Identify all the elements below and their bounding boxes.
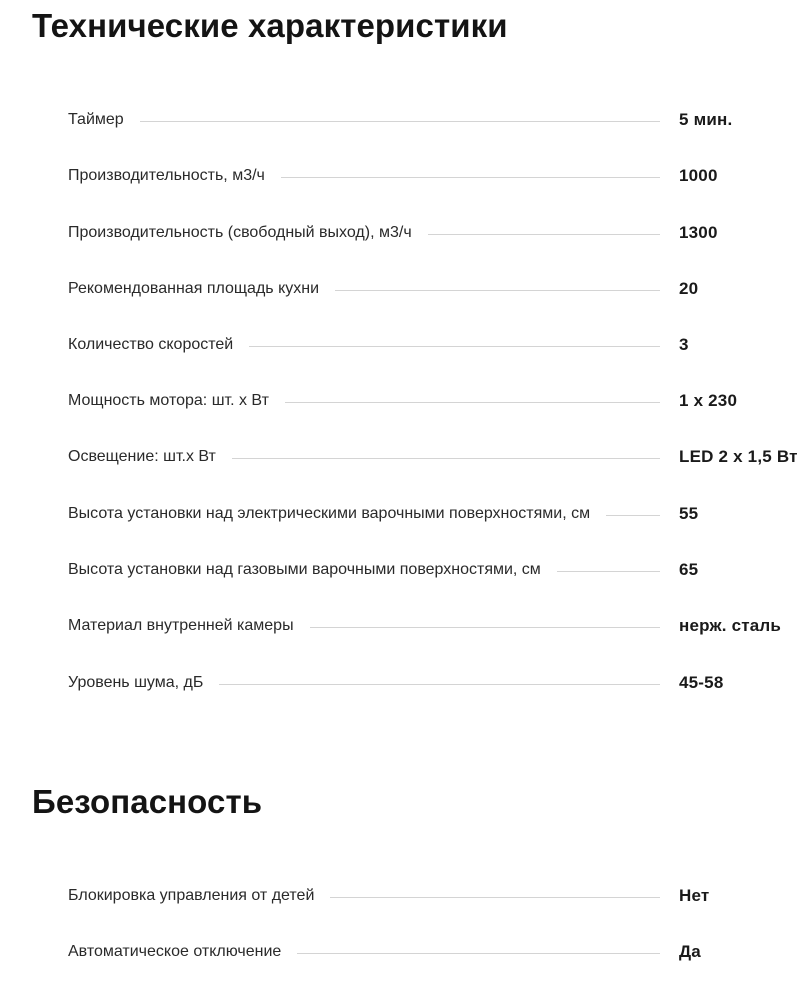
leader-line <box>557 571 660 572</box>
spec-row-height-electric <box>68 503 812 525</box>
leader-line <box>285 402 660 403</box>
leader-line <box>232 458 660 459</box>
section-title-safety: Безопасность <box>32 783 263 820</box>
spec-row-lighting <box>68 446 812 468</box>
spec-value: LED 2 х 1,5 Вт <box>679 447 798 466</box>
spec-label: Высота установки над газовыми варочными поверхностями, см <box>68 561 541 578</box>
spec-label: Уровень шума, дБ <box>68 674 204 691</box>
spec-row-height-gas <box>68 559 812 581</box>
leader-line <box>335 290 660 291</box>
spec-value: Да <box>679 942 701 961</box>
spec-value: 55 <box>679 504 699 523</box>
spec-value: 20 <box>679 279 699 298</box>
leader-line <box>297 953 660 954</box>
spec-label: Высота установки над электрическими варочными поверхностями, см <box>68 505 591 522</box>
spec-label: Автоматическое отключение <box>68 943 282 960</box>
spec-label: Рекомендованная площадь кухни <box>68 280 320 297</box>
spec-row-auto-shutoff <box>68 941 812 963</box>
leader-line <box>606 515 660 516</box>
leader-line <box>428 234 660 235</box>
spec-label: Таймер <box>68 111 124 128</box>
spec-label: Материал внутренней камеры <box>68 617 294 634</box>
spec-row-chamber-material <box>68 615 812 637</box>
spec-label: Количество скоростей <box>68 336 234 353</box>
spec-row-capacity <box>68 165 812 187</box>
spec-label: Освещение: шт.х Вт <box>68 448 216 465</box>
spec-value: 1300 <box>679 223 718 242</box>
spec-label: Производительность, м3/ч <box>68 167 265 184</box>
leader-line <box>330 897 660 898</box>
spec-value: нерж. сталь <box>679 616 782 635</box>
spec-row-capacity-free <box>68 222 812 244</box>
spec-row-timer <box>68 109 812 131</box>
leader-line <box>249 346 660 347</box>
spec-value: 65 <box>679 560 699 579</box>
spec-row-kitchen-area <box>68 278 812 300</box>
section-title-technical: Технические характеристики <box>32 7 508 44</box>
spec-label: Мощность мотора: шт. х Вт <box>68 392 269 409</box>
spec-row-speeds <box>68 334 812 356</box>
leader-line <box>219 684 660 685</box>
spec-row-noise-level <box>68 672 812 694</box>
spec-label: Производительность (свободный выход), м3/ч <box>68 224 412 241</box>
leader-line <box>140 121 660 122</box>
spec-label: Блокировка управления от детей <box>68 887 315 904</box>
spec-row-motor-power <box>68 390 812 412</box>
spec-value: 1000 <box>679 166 718 185</box>
leader-line <box>281 177 660 178</box>
spec-value: 5 мин. <box>679 110 733 129</box>
spec-value: 1 х 230 <box>679 391 738 410</box>
spec-row-child-lock <box>68 885 812 907</box>
spec-value: 45-58 <box>679 673 724 692</box>
spec-value: 3 <box>679 335 689 354</box>
spec-value: Нет <box>679 886 710 905</box>
leader-line <box>310 627 660 628</box>
